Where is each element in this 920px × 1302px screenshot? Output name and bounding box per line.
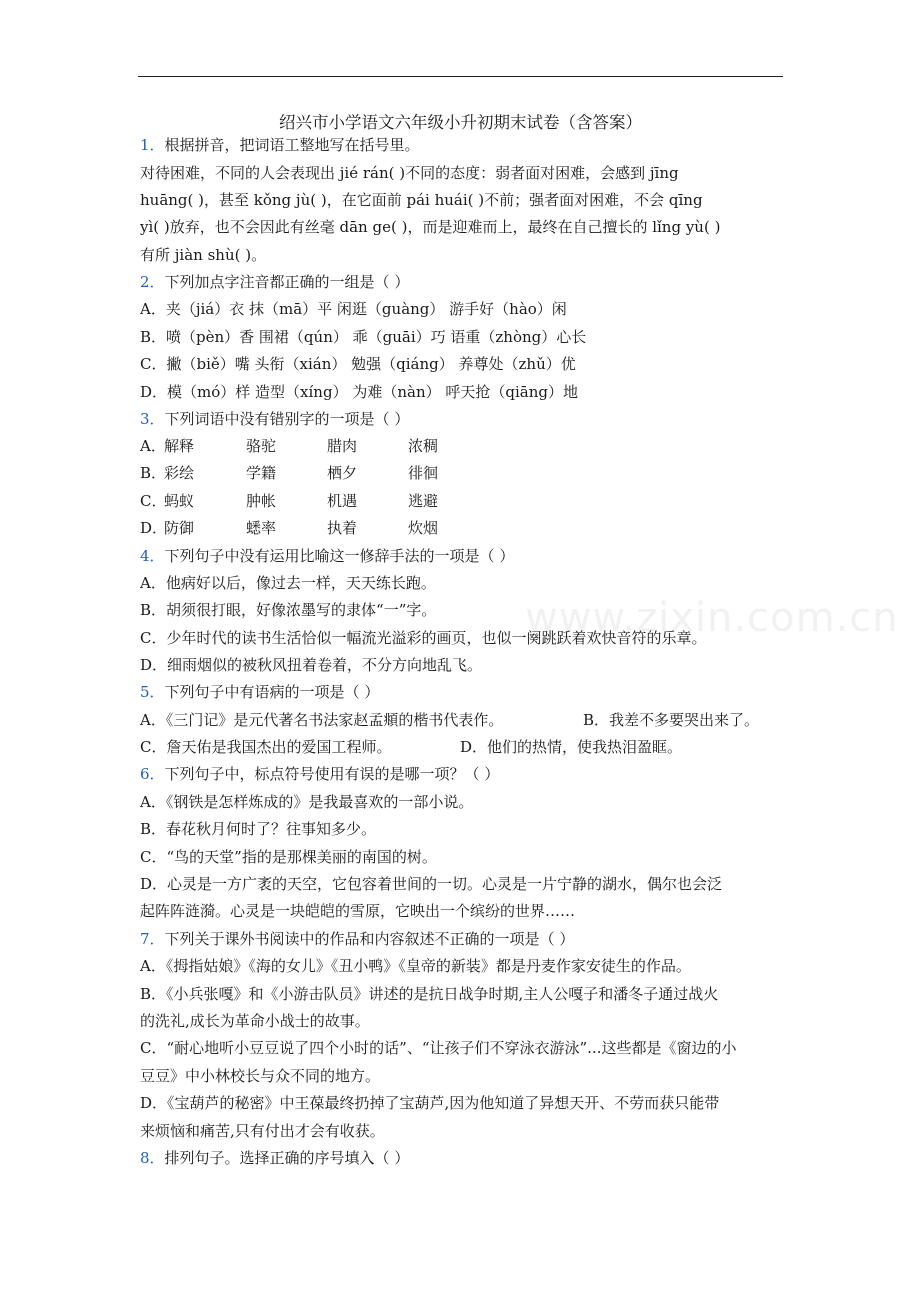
word: 徘徊	[408, 464, 439, 482]
question-1-line: 有所 jiàn shù( )。	[140, 246, 267, 264]
word: 机遇	[327, 492, 358, 510]
option-b: B．喷（pèn）香 围裙（qún） 乖（guāi）巧 语重（zhòng）心长	[140, 328, 587, 346]
question-text: 根据拼音，把词语工整地写在括号里。	[164, 136, 420, 154]
word: 执着	[327, 519, 358, 537]
option-b: B．胡须很打眼，好像浓墨写的隶体“一”字。	[140, 601, 437, 619]
question-2-stem	[140, 271, 409, 293]
option-b	[140, 462, 540, 484]
option-b: B．《小兵张嘎》和《小游击队员》讲述的是抗日战争时期,主人公嘎子和潘冬子通过战火	[140, 985, 719, 1003]
question-text: 下列词语中没有错别字的一项是（ ）	[164, 410, 410, 428]
option-a: A．《钢铁是怎样炼成的》是我最喜欢的一部小说。	[140, 793, 474, 811]
word: 肿帐	[246, 492, 277, 510]
word: 蚂蚁	[164, 492, 195, 510]
question-number: 2．	[140, 273, 165, 291]
question-6-stem	[140, 763, 499, 785]
option-d: D．心灵是一方广袤的天空，它包容着世间的一切。心灵是一片宁静的湖水，偶尔也会泛	[140, 875, 723, 893]
option-c: C．少年时代的读书生活恰似一幅流光溢彩的画页，也似一阕跳跃着欢快音符的乐章。	[140, 629, 707, 647]
word: 逃避	[408, 492, 439, 510]
word: 解释	[164, 437, 195, 455]
word: 学籍	[246, 464, 277, 482]
option-d	[140, 517, 540, 539]
question-number: 7．	[140, 930, 165, 948]
option-c: C．撇（biě）嘴 头衔（xián） 勉强（qiáng） 养尊处（zhǔ）优	[140, 355, 576, 373]
option-d: D．模（mó）样 造型（xíng） 为难（nàn） 呼天抢（qiāng）地	[140, 383, 578, 401]
page-title: 绍兴市小学语文六年级小升初期末试卷（含答案）	[279, 113, 642, 132]
option-d: D．细雨烟似的被秋风扭着卷着，不分方向地乱飞。	[140, 656, 483, 674]
option-c: C．“耐心地听小豆豆说了四个小时的话”、“让孩子们不穿泳衣游泳”...这些都是《窗边的小	[140, 1039, 737, 1057]
word: 骆驼	[246, 437, 277, 455]
question-number: 5．	[140, 683, 165, 701]
option-a: A．《拇指姑娘》《海的女儿》《丑小鸭》《皇帝的新装》都是丹麦作家安徒生的作品。	[140, 957, 691, 975]
question-5-stem	[140, 681, 379, 703]
option-a: A．《三门记》是元代著名书法家赵孟頫的楷书代表作。	[140, 711, 504, 729]
question-1-line: 对待困难，不同的人会表现出 jié rán( )不同的态度：弱者面对困难，会感到 jīng	[140, 164, 679, 182]
option-b: B．春花秋月何时了？往事知多少。	[140, 820, 377, 838]
word: 炊烟	[408, 519, 439, 537]
option-label: B．	[140, 464, 167, 482]
question-8-stem	[140, 1147, 409, 1169]
word: 腊肉	[327, 437, 358, 455]
question-text: 下列关于课外书阅读中的作品和内容叙述不正确的一项是（ ）	[164, 930, 575, 948]
option-d: D．他们的热情，使我热泪盈眶。	[460, 738, 683, 756]
option-label: C．	[140, 492, 167, 510]
question-1-line: huāng( )，甚至 kǒng jù( )，在它面前 pái huái( )不前；强者面对困难，不会 qīng	[140, 191, 703, 209]
question-number: 6．	[140, 765, 165, 783]
watermark: www.zixin.com.cn	[525, 595, 899, 641]
option-c: C．“鸟的天堂”指的是那棵美丽的南国的树。	[140, 848, 437, 866]
question-number: 1．	[140, 136, 165, 154]
option-b: B．我差不多要哭出来了。	[583, 711, 760, 729]
word: 栖夕	[327, 464, 358, 482]
option-d-continued: 起阵阵涟漪。心灵是一块皑皑的雪原，它映出一个缤纷的世界……	[140, 902, 576, 920]
word: 蟋率	[246, 519, 277, 537]
word: 彩绘	[164, 464, 195, 482]
question-text: 下列句子中有语病的一项是（ ）	[164, 683, 380, 701]
question-number: 3．	[140, 410, 165, 428]
question-1-line: yì( )放弃，也不会因此有丝毫 dān ge( )，而是迎难而上，最终在自己擅长的 lǐng yù( )	[140, 218, 721, 236]
option-label: D．	[140, 519, 168, 537]
header-rule	[138, 76, 783, 77]
option-label: A．	[140, 437, 166, 455]
question-4-stem	[140, 545, 514, 567]
option-a: A．夹（jiá）衣 抹（mā）平 闲逛（guàng） 游手好（hào）闲	[140, 300, 567, 318]
option-d-continued: 来烦恼和痛苦,只有付出才会有收获。	[140, 1122, 385, 1140]
option-a: A．他病好以后，像过去一样，天天练长跑。	[140, 574, 436, 592]
option-a	[140, 435, 540, 457]
question-7-stem	[140, 928, 574, 950]
question-number: 4．	[140, 547, 165, 565]
question-3-stem	[140, 408, 409, 430]
word: 浓稠	[408, 437, 439, 455]
option-c-continued: 豆豆》中小林校长与众不同的地方。	[140, 1067, 381, 1085]
option-d: D．《宝葫芦的秘密》中王葆最终扔掉了宝葫芦,因为他知道了异想天开、不劳而获只能带	[140, 1094, 720, 1112]
word: 防御	[164, 519, 195, 537]
question-text: 下列句子中，标点符号使用有误的是哪一项？（ ）	[164, 765, 500, 783]
question-text: 下列句子中没有运用比喻这一修辞手法的一项是（ ）	[164, 547, 515, 565]
option-c	[140, 490, 540, 512]
option-c: C．詹天佑是我国杰出的爱国工程师。	[140, 738, 392, 756]
question-text: 排列句子。选择正确的序号填入（ ）	[164, 1149, 410, 1167]
question-1-stem	[140, 134, 420, 156]
question-text: 下列加点字注音都正确的一组是（ ）	[164, 273, 410, 291]
option-b-continued: 的洗礼,成长为革命小战士的故事。	[140, 1012, 370, 1030]
question-number: 8．	[140, 1149, 165, 1167]
